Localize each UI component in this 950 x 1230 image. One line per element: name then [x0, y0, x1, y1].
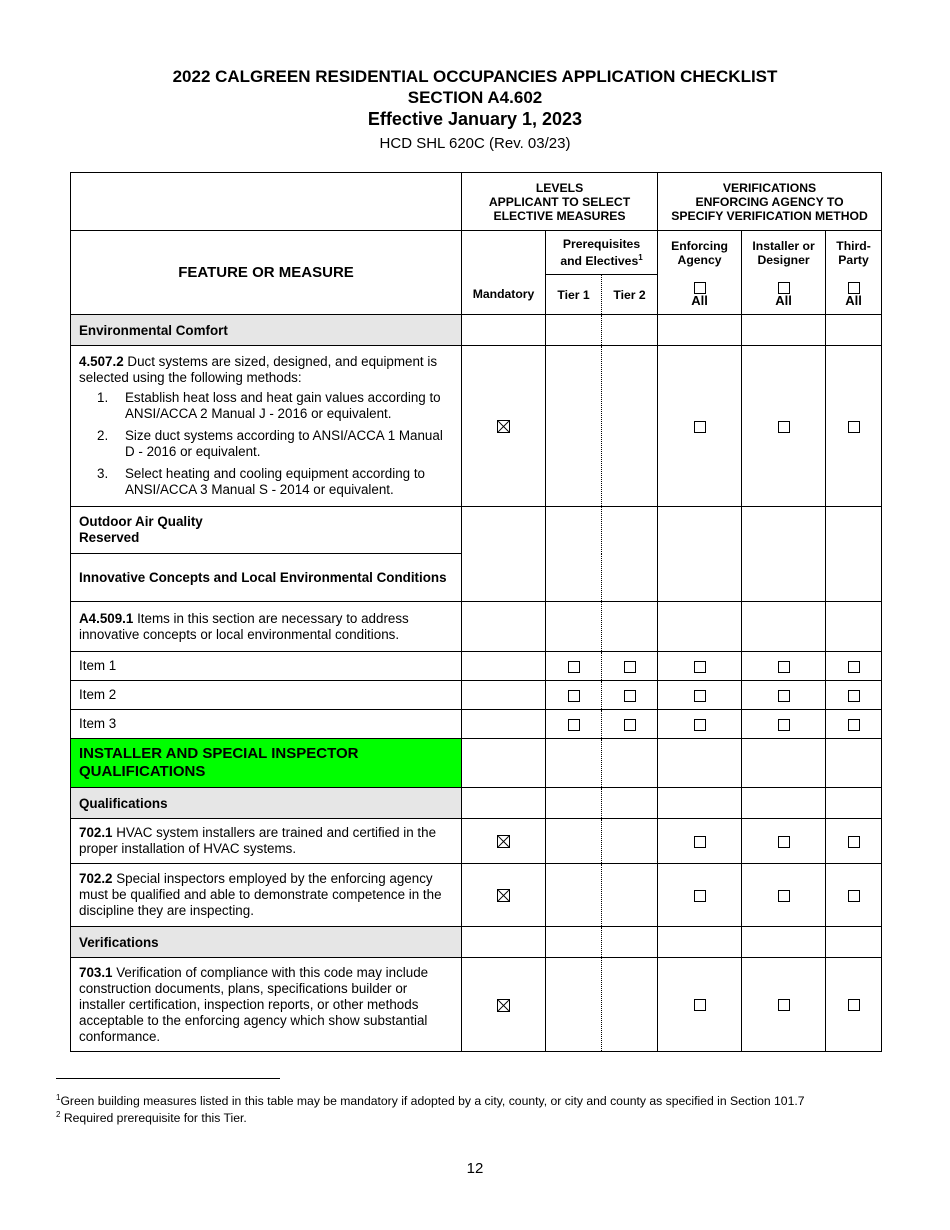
- mandatory-checked-box: [497, 889, 510, 902]
- third-party-checkbox[interactable]: [848, 719, 860, 731]
- tier1-header: Tier 1: [546, 275, 602, 315]
- third-party-checkbox[interactable]: [848, 690, 860, 702]
- third-party-checkbox[interactable]: [848, 890, 860, 902]
- footnote-divider: [56, 1078, 280, 1079]
- feature-header: FEATURE OR MEASURE: [71, 231, 462, 315]
- measure-a4-509-1: A4.509.1 Items in this section are necessary to address innovative concepts or local environmental conditions.: [71, 602, 462, 652]
- third-party-all[interactable]: All: [826, 275, 882, 315]
- mandatory-checked-box: [497, 999, 510, 1012]
- tier1-checkbox[interactable]: [568, 690, 580, 702]
- levels-header: LEVELS APPLICANT TO SELECT ELECTIVE MEASURES: [462, 173, 658, 231]
- footnote-2: $^2$ Required prerequisite for this Tier.: [56, 1110, 247, 1126]
- section-environmental-comfort: Environmental Comfort: [71, 315, 462, 346]
- prereq-header: Prerequisites and Electives$^1$: [546, 231, 658, 275]
- section-qualifications: Qualifications: [71, 788, 462, 819]
- form-number: HCD SHL 620C (Rev. 03/23): [379, 135, 571, 152]
- measure-702-1: 702.1 HVAC system installers are trained and certified in the proper installation of HVAC systems.: [71, 819, 462, 864]
- measure-702-2: 702.2 Special inspectors employed by the enforcing agency must be qualified and able to demonstrate competence in the discipline they are inspecting.: [71, 864, 462, 927]
- third-party-header: Third- Party: [826, 231, 882, 275]
- enforcing-all-checkbox[interactable]: [694, 282, 706, 294]
- method-item: 3. Select heating and cooling equipment according to ANSI/ACCA 3 Manual S - 2014 or equivalent.: [97, 466, 426, 497]
- installer-checkbox[interactable]: [778, 890, 790, 902]
- tier2-checkbox[interactable]: [624, 661, 636, 673]
- third-party-all-checkbox[interactable]: [848, 282, 860, 294]
- installer-all-checkbox[interactable]: [778, 282, 790, 294]
- installer-header: Installer or Designer: [742, 231, 826, 275]
- installer-checkbox[interactable]: [778, 421, 790, 433]
- header-blank: [71, 173, 462, 231]
- footnote-1: $^1$Green building measures listed in this table may be mandatory if adopted by a city, county, or city and county as specified in Section 101.7: [56, 1093, 805, 1109]
- installer-all[interactable]: All: [742, 275, 826, 315]
- checklist-title: 2022 CALGREEN RESIDENTIAL OCCUPANCIES APPLICATION CHECKLIST: [172, 67, 778, 86]
- section-outdoor-air-quality: Outdoor Air Quality Reserved: [71, 507, 462, 554]
- third-party-checkbox[interactable]: [848, 661, 860, 673]
- section-verifications: Verifications: [71, 927, 462, 958]
- installer-checkbox[interactable]: [778, 719, 790, 731]
- checklist-table: [70, 172, 882, 1052]
- mandatory-checked-box: [497, 420, 510, 433]
- method-item: 2. Size duct systems according to ANSI/ACCA 1 Manual D - 2016 or equivalent.: [97, 428, 443, 459]
- verifications-header: VERIFICATIONS ENFORCING AGENCY TO SPECIFY VERIFICATION METHOD: [658, 173, 882, 231]
- third-party-checkbox[interactable]: [848, 999, 860, 1011]
- installer-checkbox[interactable]: [778, 661, 790, 673]
- enforcing-checkbox[interactable]: [694, 999, 706, 1011]
- page-number: 12: [466, 1160, 484, 1177]
- enforcing-checkbox[interactable]: [694, 690, 706, 702]
- effective-date: Effective January 1, 2023: [367, 109, 583, 129]
- mandatory-header-top: [462, 231, 546, 275]
- method-item: 1. Establish heat loss and heat gain values according to ANSI/ACCA 2 Manual J - 2016 or equivalent.: [97, 390, 441, 421]
- installer-checkbox[interactable]: [778, 999, 790, 1011]
- enforcing-checkbox[interactable]: [694, 836, 706, 848]
- section-title: SECTION A4.602: [407, 88, 543, 107]
- mandatory-header: Mandatory: [462, 275, 546, 315]
- installer-checkbox[interactable]: [778, 836, 790, 848]
- measure-4-507-2: 4.507.2 Duct systems are sized, designed, and equipment is selected using the following methods: 1. Establish heat loss and heat gain values according to ANSI/ACCA 2 Manual J - 2016 or equivalent. 2. Size duct systems according to ANSI/ACCA 1 Manual D - 2016 or equivalent. 3. Select heating and cooling equipment according to ANSI/ACCA 3 Manual S - 2014 or equivalent.: [71, 346, 462, 507]
- third-party-checkbox[interactable]: [848, 836, 860, 848]
- section-installer-qualifications: INSTALLER AND SPECIAL INSPECTOR QUALIFICATIONS: [71, 739, 462, 788]
- tier2-checkbox[interactable]: [624, 690, 636, 702]
- item-1: Item 1: [71, 652, 462, 681]
- installer-checkbox[interactable]: [778, 690, 790, 702]
- enforcing-checkbox[interactable]: [694, 890, 706, 902]
- enforcing-checkbox[interactable]: [694, 421, 706, 433]
- enforcing-checkbox[interactable]: [694, 719, 706, 731]
- section-innovative-concepts: Innovative Concepts and Local Environmental Conditions: [71, 554, 462, 602]
- tier1-checkbox[interactable]: [568, 661, 580, 673]
- enforcing-checkbox[interactable]: [694, 661, 706, 673]
- tier2-header: Tier 2: [602, 275, 658, 315]
- tier2-checkbox[interactable]: [624, 719, 636, 731]
- item-3: Item 3: [71, 710, 462, 739]
- tier1-checkbox[interactable]: [568, 719, 580, 731]
- item-2: Item 2: [71, 681, 462, 710]
- enforcing-header: Enforcing Agency: [658, 231, 742, 275]
- measure-703-1: 703.1 Verification of compliance with this code may include construction documents, plans, specifications builder or installer certification, inspection reports, or other methods acceptable to the enforcing agency which show substantial conformance.: [71, 958, 462, 1052]
- mandatory-checked-box: [497, 835, 510, 848]
- enforcing-all[interactable]: All: [658, 275, 742, 315]
- third-party-checkbox[interactable]: [848, 421, 860, 433]
